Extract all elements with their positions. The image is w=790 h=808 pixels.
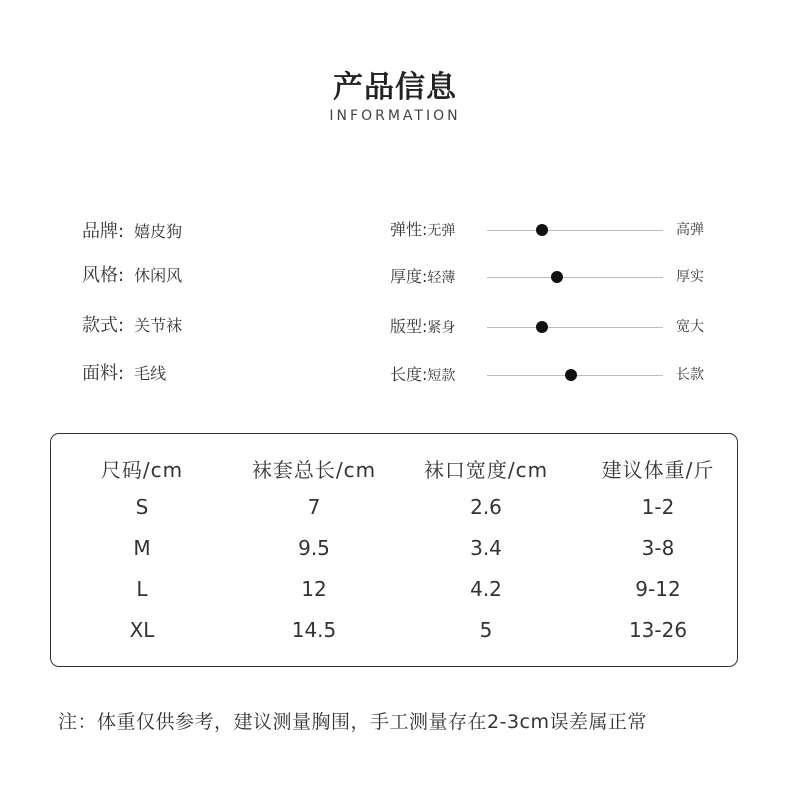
scale-high-text: 长款 xyxy=(676,367,704,383)
attribute-style xyxy=(82,264,182,288)
scale-low-text: 轻薄 xyxy=(427,270,456,286)
table-header-cell: 建议体重/斤 xyxy=(601,458,715,482)
table-cell: 14.5 xyxy=(291,618,337,642)
scale-high-text: 厚实 xyxy=(676,269,704,285)
table-cell: 12 xyxy=(301,577,327,601)
table-cell: 9.5 xyxy=(298,536,330,560)
attribute-key: 风格: xyxy=(82,265,125,286)
table-header-cell: 尺码/cm xyxy=(100,458,184,482)
scale-length-label xyxy=(390,363,455,387)
attribute-key: 品牌: xyxy=(82,221,125,242)
table-cell: M xyxy=(133,536,151,560)
scale-elasticity-label xyxy=(390,218,455,242)
table-header-cell: 袜套总长/cm xyxy=(251,458,377,482)
page-subtitle: INFORMATION xyxy=(329,108,461,124)
table-header-cell: 袜口宽度/cm xyxy=(423,458,549,482)
scale-track xyxy=(487,230,663,231)
size-table xyxy=(50,433,738,667)
scale-label-text: 弹性: xyxy=(390,220,428,239)
scale-low-text: 无弹 xyxy=(427,223,456,239)
table-cell: 1-2 xyxy=(641,495,675,519)
table-cell: 7 xyxy=(307,495,321,519)
scale-label-text: 版型: xyxy=(390,317,428,336)
table-cell: S xyxy=(135,495,149,519)
scale-label-text: 厚度: xyxy=(390,267,428,286)
footnote: 注：体重仅供参考，建议测量胸围，手工测量存在2-3cm误差属正常 xyxy=(58,711,647,733)
table-cell: 3-8 xyxy=(641,536,675,560)
scale-high-text: 宽大 xyxy=(676,319,704,335)
table-cell: 4.2 xyxy=(470,577,502,601)
scale-label-text: 长度: xyxy=(390,365,428,384)
attribute-brand xyxy=(82,220,182,244)
table-cell: L xyxy=(136,577,148,601)
scale-thickness-label xyxy=(390,265,455,289)
table-cell: 9-12 xyxy=(635,577,681,601)
table-cell: 13-26 xyxy=(628,618,688,642)
scale-fit-label xyxy=(390,315,455,339)
attribute-value: 关节袜 xyxy=(134,316,183,335)
scale-track xyxy=(487,277,663,278)
scale-track xyxy=(487,327,663,328)
attribute-material xyxy=(82,362,166,386)
table-cell: XL xyxy=(129,618,155,642)
attribute-key: 面料: xyxy=(82,363,125,384)
table-cell: 3.4 xyxy=(470,536,502,560)
table-cell: 5 xyxy=(479,618,493,642)
scale-indicator-dot xyxy=(565,369,577,381)
table-cell: 2.6 xyxy=(470,495,502,519)
attribute-value: 毛线 xyxy=(134,364,167,383)
attribute-key: 款式: xyxy=(82,315,125,336)
scale-indicator-dot xyxy=(536,224,548,236)
scale-low-text: 紧身 xyxy=(427,320,456,336)
attribute-value: 嬉皮狗 xyxy=(134,222,183,241)
scale-high-text: 高弹 xyxy=(676,222,704,238)
attribute-value: 休闲风 xyxy=(134,266,183,285)
scale-indicator-dot xyxy=(536,321,548,333)
scale-indicator-dot xyxy=(551,271,563,283)
attribute-type xyxy=(82,314,182,338)
page-title: 产品信息 xyxy=(333,70,457,105)
scale-low-text: 短款 xyxy=(427,368,456,384)
